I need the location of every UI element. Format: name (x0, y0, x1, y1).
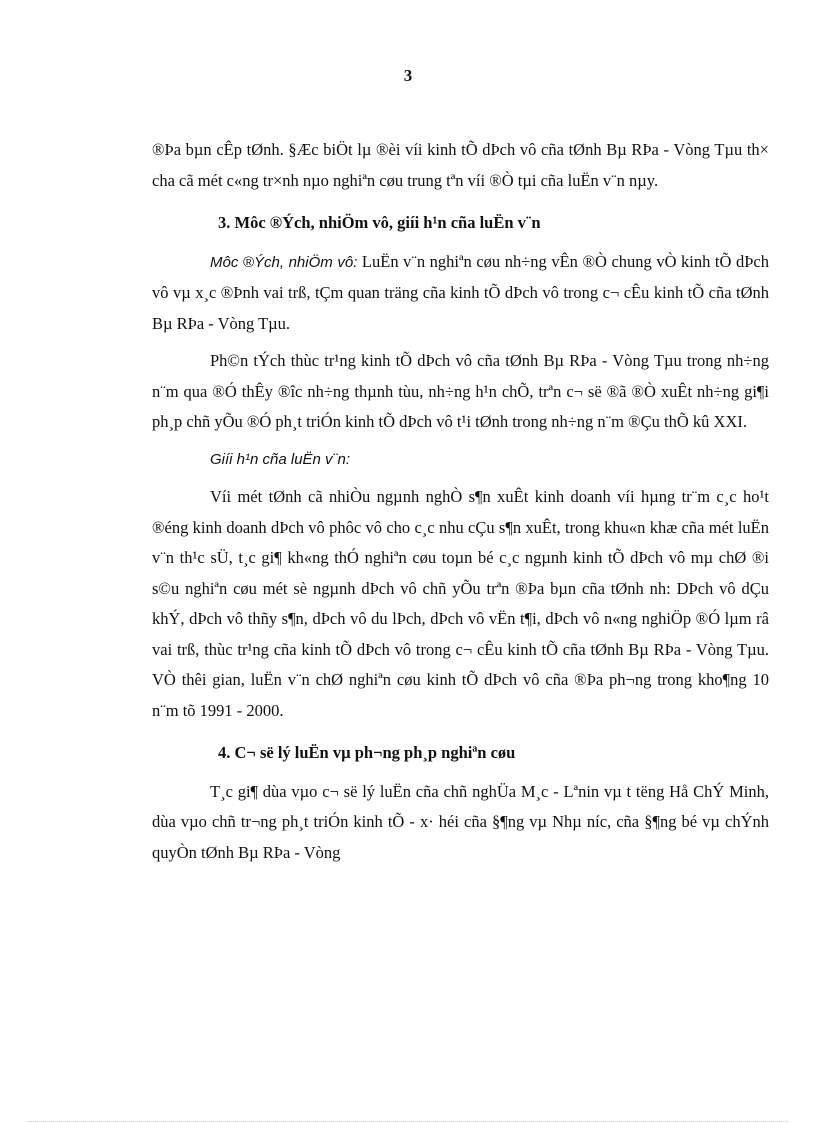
page-bottom-rule (28, 1121, 788, 1122)
paragraph-scope: Víi mét tØnh cã nhiÒu ngµnh nghÒ s¶n xuÊt kinh doanh víi hµng tr¨m c¸c ho¹t ®éng kinh doanh dÞch vô phôc vô cho c¸c nhu cÇu s¶n xuÊt, trong khu«n khæ cña mét luËn v¨n th¹c sÜ, t¸c gi¶ kh«ng thÓ nghiªn cøu toµn bé c¸c ngµnh kinh tÕ dÞch vô mµ chØ ®i s©u nghiªn cøu mét sè ngµnh dÞch vô chñ yÕu trªn ®Þa bµn cña tØnh nh: DÞch vô dÇu khÝ, dÞch vô thñy s¶n, dÞch vô du lÞch, dÞch vô vËn t¶i, dÞch vô n«ng nghiÖp ®Ó lµm râ vai trß, thùc tr¹ng cña kinh tÕ dÞch vô trong c¬ cÊu kinh tÕ cña tØnh Bµ RÞa - Vòng Tµu. VÒ thêi gian, luËn v¨n chØ nghiªn cøu kinh tÕ dÞch vô cña ®Þa ph¬ng trong kho¶ng 10 n¨m tõ 1991 - 2000. (152, 487, 769, 720)
purpose-label: Môc ®Ých, nhiÖm vô: (210, 253, 358, 271)
paragraph-analysis: Ph©n tÝch thùc tr¹ng kinh tÕ dÞch vô cña tØnh Bµ RÞa - Vòng Tµu trong nh÷ng n¨m qua ®Ó thÊy ®îc nh÷ng thµnh tùu, nh÷ng h¹n chÕ, trªn c¬ së ®ã ®Ò xuÊt nh÷ng gi¶i ph¸p chñ yÕu ®Ó ph¸t triÓn kinh tÕ dÞch vô t¹i tØnh trong nh÷ng n¨m ®Çu thÕ kû XXI. (152, 351, 769, 431)
paragraph-purpose (152, 247, 769, 340)
purpose-text: LuËn v¨n nghiªn cøu nh÷ng vÊn ®Ò chung vÒ kinh tÕ dÞch vô vµ x¸c ®Þnh vai trß, tÇm quan träng cña kinh tÕ dÞch vô trong c¬ cÊu kinh tÕ cña tØnh Bµ RÞa - Vòng Tµu. (152, 251, 769, 333)
scope-label: Giíi h¹n cña luËn v¨n: (210, 450, 351, 468)
paragraph-theory: T¸c gi¶ dùa vµo c¬ së lý luËn cña chñ nghÜa M¸c - Lªnin vµ t tëng Hå ChÝ Minh, dùa vµo chñ tr¬ng ph¸t triÓn kinh tÕ - x· héi cña §¶ng vµ Nhµ níc, cña §¶ng bé vµ chÝnh quyÒn tØnh Bµ RÞa - Vòng (152, 781, 769, 862)
paragraph-continuation: ®Þa bµn cÊp tØnh. §Æc biÖt lµ ®èi víi kinh tÕ dÞch vô cña tØnh Bµ RÞa - Vòng Tµu th× cha cã mét c«ng tr×nh nµo nghiªn cøu trung tªn víi ®Ò tµi cña luËn v¨n nµy. (152, 140, 769, 190)
page-number: 3 (403, 66, 413, 85)
document-body (152, 135, 769, 875)
section-heading-4: 4. C¬ së lý luËn vµ ph¬ng ph¸p nghiªn cøu (218, 743, 516, 762)
section-heading-3: 3. Môc ®Ých, nhiÖm vô, giíi h¹n cña luËn v¨n (218, 213, 541, 232)
